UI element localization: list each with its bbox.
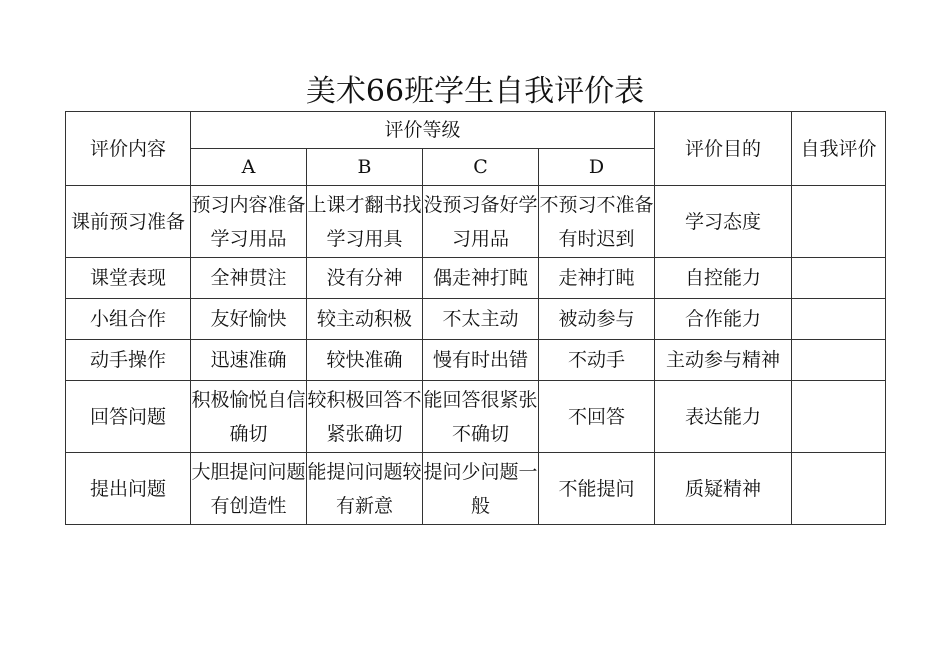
header-grade: 评价等级 (191, 112, 655, 149)
cell-d: 不动手 (539, 340, 655, 381)
cell-self (792, 299, 886, 340)
cell-d: 不回答 (539, 381, 655, 453)
table-row (66, 381, 886, 453)
cell-self (792, 381, 886, 453)
cell-c: 没预习备好学习用品 (423, 186, 539, 258)
table-row (66, 186, 886, 258)
cell-a: 迅速准确 (191, 340, 307, 381)
cell-c: 不太主动 (423, 299, 539, 340)
cell-d: 不能提问 (539, 453, 655, 525)
row-item: 动手操作 (66, 340, 191, 381)
header-content: 评价内容 (66, 112, 191, 186)
cell-b: 没有分神 (307, 258, 423, 299)
cell-a: 积极愉悦自信确切 (191, 381, 307, 453)
table-row (66, 299, 886, 340)
header-purpose: 评价目的 (655, 112, 792, 186)
cell-self (792, 453, 886, 525)
cell-self (792, 258, 886, 299)
cell-a: 全神贯注 (191, 258, 307, 299)
cell-d: 不预习不准备有时迟到 (539, 186, 655, 258)
grade-c: C (423, 149, 539, 186)
cell-self (792, 340, 886, 381)
grade-b: B (307, 149, 423, 186)
table-row (66, 453, 886, 525)
cell-c: 慢有时出错 (423, 340, 539, 381)
row-item: 小组合作 (66, 299, 191, 340)
cell-purpose: 合作能力 (655, 299, 792, 340)
table-row (66, 340, 886, 381)
cell-b: 较积极回答不紧张确切 (307, 381, 423, 453)
row-item: 课堂表现 (66, 258, 191, 299)
cell-b: 能提问问题较有新意 (307, 453, 423, 525)
cell-b: 较主动积极 (307, 299, 423, 340)
row-item: 回答问题 (66, 381, 191, 453)
cell-a: 大胆提问问题有创造性 (191, 453, 307, 525)
cell-a: 预习内容准备学习用品 (191, 186, 307, 258)
row-item: 课前预习准备 (66, 186, 191, 258)
evaluation-table (65, 111, 886, 525)
cell-a: 友好愉快 (191, 299, 307, 340)
cell-d: 被动参与 (539, 299, 655, 340)
cell-c: 偶走神打盹 (423, 258, 539, 299)
grade-a: A (191, 149, 307, 186)
header-row (66, 112, 886, 149)
table-row (66, 258, 886, 299)
cell-c: 能回答很紧张不确切 (423, 381, 539, 453)
cell-purpose: 自控能力 (655, 258, 792, 299)
cell-purpose: 表达能力 (655, 381, 792, 453)
cell-b: 较快准确 (307, 340, 423, 381)
row-item: 提出问题 (66, 453, 191, 525)
cell-self (792, 186, 886, 258)
grade-d: D (539, 149, 655, 186)
cell-purpose: 主动参与精神 (655, 340, 792, 381)
cell-purpose: 质疑精神 (655, 453, 792, 525)
header-self: 自我评价 (792, 112, 886, 186)
cell-purpose: 学习态度 (655, 186, 792, 258)
page-title: 美术66班学生自我评价表 (305, 74, 645, 109)
cell-c: 提问少问题一般 (423, 453, 539, 525)
cell-b: 上课才翻书找学习用具 (307, 186, 423, 258)
cell-d: 走神打盹 (539, 258, 655, 299)
